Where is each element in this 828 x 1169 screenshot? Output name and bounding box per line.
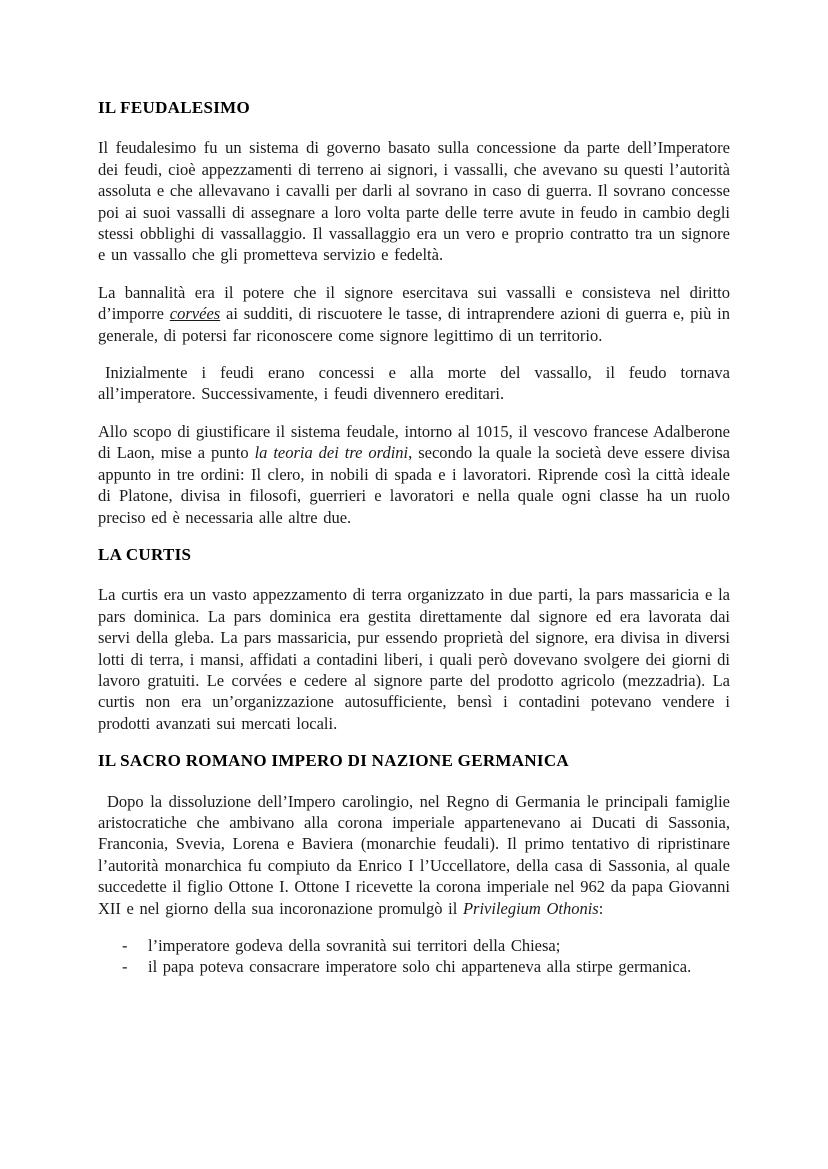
term-teoria-dei-tre-ordini: la teoria dei tre ordini <box>254 443 409 463</box>
section-heading-feudalesimo: IL FEUDALESIMO <box>98 98 251 117</box>
paragraph-tre-ordini <box>98 421 730 528</box>
paragraph-bannalita <box>98 282 730 346</box>
list-item-text-consacrazione-imperatore: il papa poteva consacrare imperatore solo chi apparteneva alla stirpe germanica. <box>148 957 692 977</box>
section-heading-sacro-romano-impero: IL SACRO ROMANO IMPERO DI NAZIONE GERMANICA <box>98 751 569 771</box>
section-heading-curtis: LA CURTIS <box>98 544 192 564</box>
list-item-sovranita-chiesa <box>98 935 730 956</box>
paragraph-tre-ordini-pre: Allo scopo di giustificare il sistema feudale, intorno al 1015, il vescovo francese Adalberone di Laon, mise a punto <box>98 421 730 463</box>
dash-marker: - <box>122 936 128 955</box>
paragraph-tre-ordini-post: , secondo la quale la società deve essere divisa appunto in tre ordini: Il clero, in nobili di spada e i lavoratori. Riprende così la città ideale di Platone, divisa in filosofi, guerrieri e lavoratori e nella quale ogni classe ha un ruolo preciso ed è necessaria alle altre due. <box>98 443 730 527</box>
paragraph-definizione-feudalesimo: Il feudalesimo fu un sistema di governo basato sulla concessione da parte dell’Imperatore dei feudi, cioè appezzamenti di terreno ai signori, i vassalli, che avevano su questi l’autorità assoluta e che allevavano i cavalli per darli al sovrano in caso di guerra. Il sovrano concesse poi ai suoi vassalli di assegnare a loro volta parte delle terre avute in feudo in cambio degli stessi obblighi di vassallaggio. Il vassallaggio era un vero e proprio contratto tra un signore e un vassallo che gli prometteva servizio e fedeltà. <box>98 138 730 265</box>
list-item-text-sovranita-chiesa: l’imperatore godeva della sovranità sui territori della Chiesa; <box>148 936 561 955</box>
paragraph-bannalita-pre: La bannalità era il potere che il signore esercitava sui vassalli e consisteva nel diritto d’imporre <box>98 282 730 324</box>
section-feudalesimo <box>98 97 730 528</box>
section-curtis <box>98 544 730 734</box>
privilegium-othonis-list <box>98 935 730 978</box>
section-sacro-romano-impero <box>98 750 730 978</box>
paragraph-impero-germanico <box>98 791 730 919</box>
paragraph-impero-pre: Dopo la dissoluzione dell’Impero carolingio, nel Regno di Germania le principali famiglie aristocratiche che ambivano alla corona imperiale appartenevano ai Ducati di Sassonia, Franconia, Svevia, Lorena e Baviera (monarchie feudali). Il primo tentativo di ripristinare l’autorità monarchica fu compiuto da Enrico I l’Uccellatore, della casa di Sassonia, al quale succedette il figlio Ottone I. Ottone I ricevette la corona imperiale nel 962 da papa Giovanni XII e nel giorno della sua incoronazione promulgò il <box>98 791 730 918</box>
term-privilegium-othonis: Privilegium Othonis <box>462 898 599 918</box>
paragraph-impero-post: : <box>598 898 604 918</box>
paragraph-curtis: La curtis era un vasto appezzamento di terra organizzato in due parti, la pars massaricia e la pars dominica. La pars dominica era gestita direttamente dal signore ed era lavorata dai servi della gleba. La pars massaricia, pur essendo proprietà del signore, era divisa in diversi lotti di terra, i mansi, affidati a contadini liberi, i quali però dovevano svolgere dei giorni di lavoro gratuiti. Le corvées e cedere al signore parte del prodotto agricolo (mezzadria). La curtis non era un’organizzazione autosufficiente, bensì i contadini potevano vendere i prodotti avanzati sui mercati locali. <box>98 585 730 733</box>
list-item-consacrazione-imperatore <box>98 956 730 977</box>
paragraph-bannalita-post: ai sudditi, di riscuotere le tasse, di intraprendere azioni di guerra e, più in generale, di potersi far riconoscere come signore legittimo di un territorio. <box>98 304 730 345</box>
term-corvees: corvées <box>169 304 221 324</box>
dash-marker: - <box>122 957 128 977</box>
paragraph-eredita-feudi: Inizialmente i feudi erano concessi e alla morte del vassallo, il feudo tornava all’imperatore. Successivamente, i feudi divennero ereditari. <box>98 363 730 404</box>
